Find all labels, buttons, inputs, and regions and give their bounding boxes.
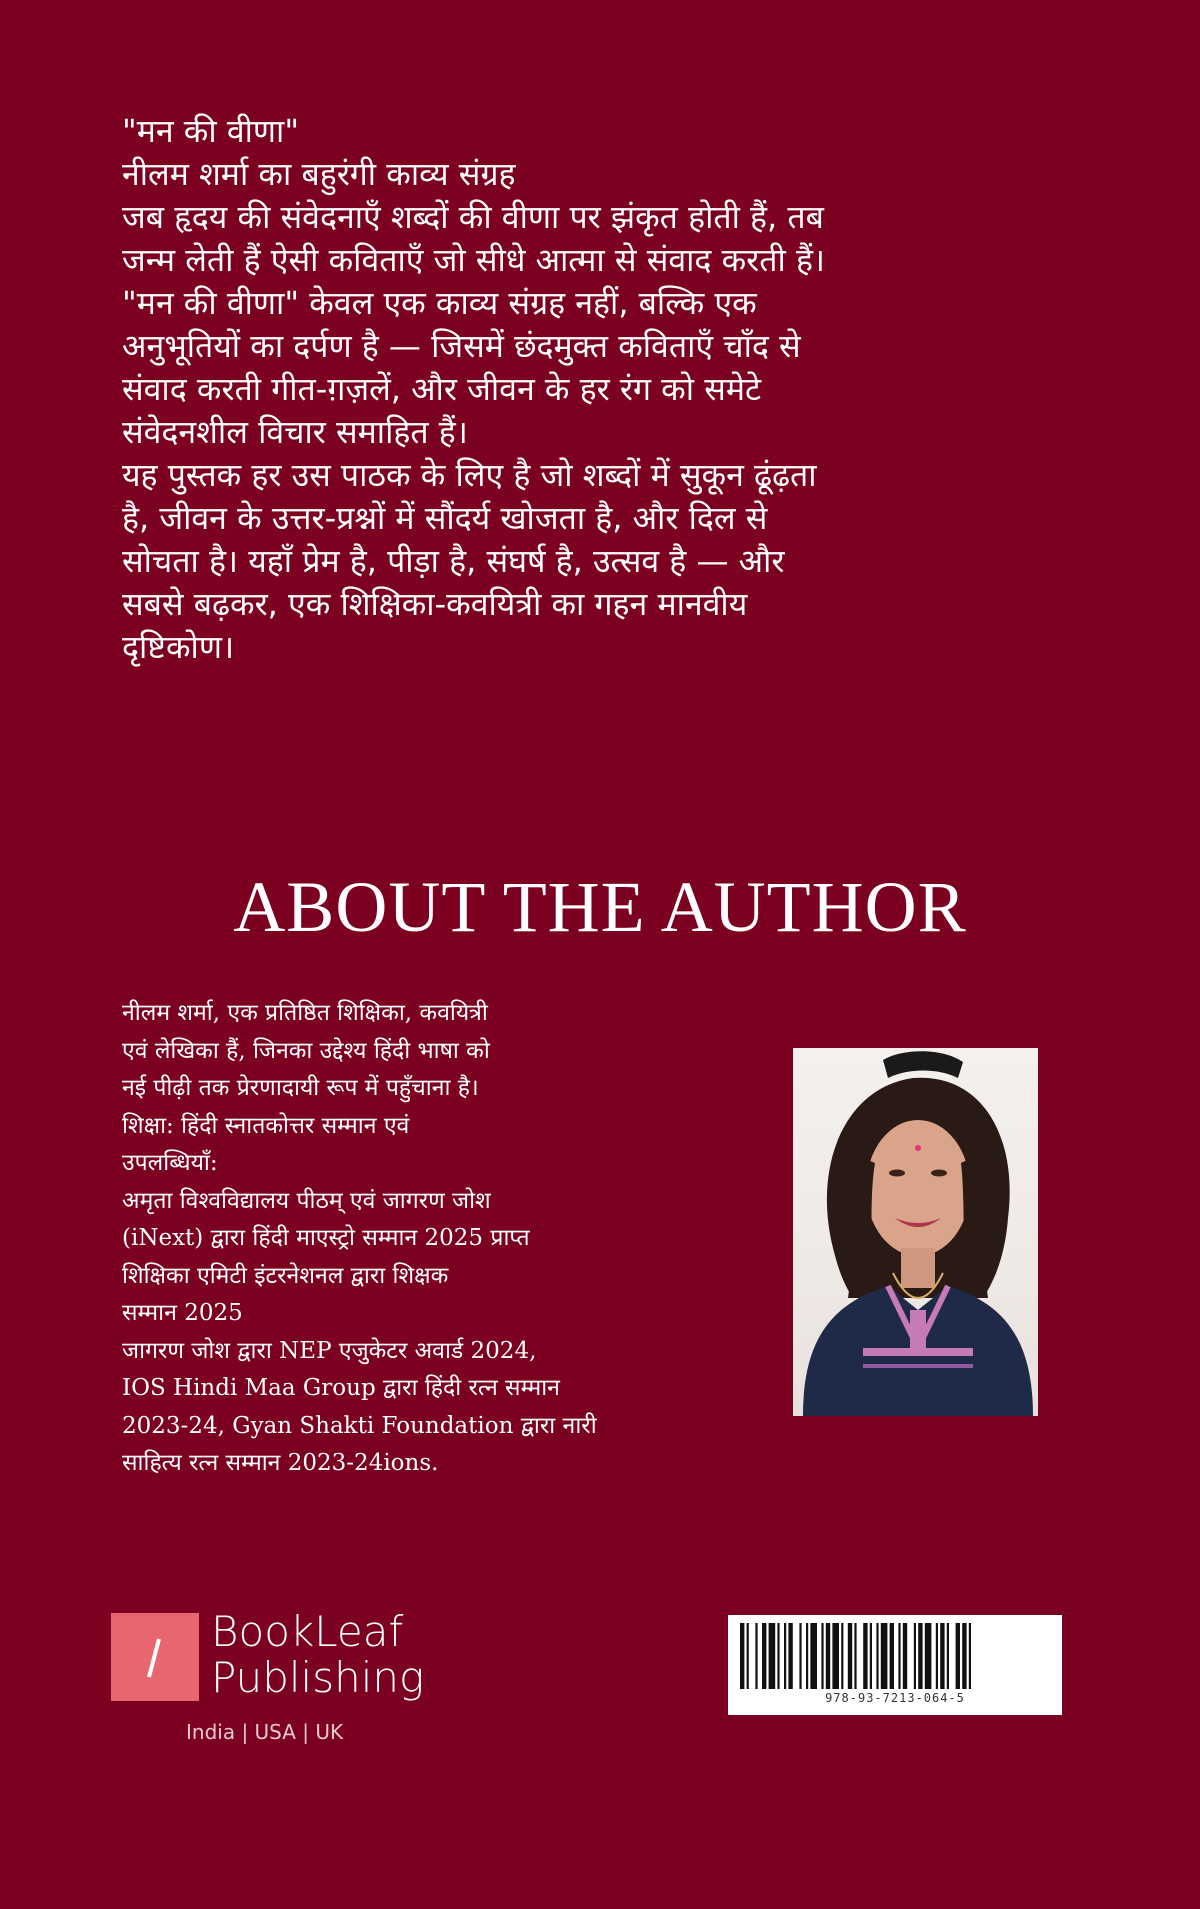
bio-line: नई पीढ़ी तक प्रेरणादायी रूप में पहुँचाना है।: [122, 1075, 479, 1101]
blurb-line: नीलम शर्मा का बहुरंगी काव्य संग्रह: [122, 155, 516, 193]
blurb-line: जन्म लेती हैं ऐसी कविताएँ जो सीधे आत्मा से संवाद करती हैं।: [122, 241, 826, 279]
about-author-heading: ABOUT THE AUTHOR: [233, 867, 967, 947]
slash-icon: [111, 1613, 199, 1701]
blurb-line: सोचता है। यहाँ प्रेम है, पीड़ा है, संघर्ष है, उत्सव है — और: [122, 542, 785, 580]
blurb-line: सबसे बढ़कर, एक शिक्षिका-कवयित्री का गहन मानवीय: [122, 585, 748, 623]
book-blurb: [122, 110, 1002, 669]
barcode-icon: [740, 1623, 1050, 1689]
bio-line: जागरण जोश द्वारा NEP एजुकेटर अवार्ड 2024,: [122, 1337, 537, 1364]
bio-line: साहित्य रत्न सम्मान 2023-24ions.: [122, 1450, 439, 1476]
bio-line: नीलम शर्मा, एक प्रतिष्ठित शिक्षिका, कवयित्री: [122, 1000, 488, 1026]
bio-line: एवं लेखिका हैं, जिनका उद्देश्य हिंदी भाषा को: [122, 1037, 490, 1064]
bookleaf-logo: [111, 1607, 441, 1713]
isbn-barcode: [728, 1615, 1062, 1715]
blurb-line: अनुभूतियों का दर्पण है — जिसमें छंदमुक्त कविताएँ चाँद से: [122, 327, 801, 365]
author-photo: [793, 1048, 1038, 1416]
isbn-number: 978-93-7213-064-5: [825, 1691, 965, 1705]
publisher-name-line1: BookLeaf: [211, 1607, 404, 1656]
author-portrait-illustration: [793, 1048, 1038, 1416]
bio-line: शिक्षिका एमिटी इंटरनेशनल द्वारा शिक्षक: [122, 1262, 449, 1289]
blurb-line: यह पुस्तक हर उस पाठक के लिए है जो शब्दों में सुकून ढूंढ़ता: [122, 456, 817, 494]
blurb-line: संवाद करती गीत-ग़ज़लें, और जीवन के हर रंग को समेटे: [122, 370, 762, 408]
blurb-line: है, जीवन के उत्तर-प्रश्नों में सौंदर्य खोजता है, और दिल से: [122, 499, 768, 537]
publisher-regions: India | USA | UK: [186, 1720, 344, 1744]
bio-line: (iNext) द्वारा हिंदी माएस्ट्रो सम्मान 2025 प्राप्त: [122, 1225, 530, 1251]
bio-line: IOS Hindi Maa Group द्वारा हिंदी रत्न सम्मान: [122, 1375, 560, 1401]
blurb-line: दृष्टिकोण।: [122, 628, 235, 666]
blurb-line: "मन की वीणा" केवल एक काव्य संग्रह नहीं, बल्कि एक: [122, 284, 757, 322]
bio-line: सम्मान 2025: [122, 1300, 243, 1326]
author-bio: [122, 995, 742, 1483]
blurb-line: जब हृदय की संवेदनाएँ शब्दों की वीणा पर झंकृत होती हैं, तब: [122, 198, 824, 236]
bio-line: 2023-24, Gyan Shakti Foundation द्वारा नारी: [122, 1412, 597, 1439]
blurb-line: संवेदनशील विचार समाहित हैं।: [122, 413, 468, 451]
bio-line: उपलब्धियाँ:: [122, 1150, 218, 1176]
bio-line: शिक्षा: हिंदी स्नातकोत्तर सम्मान एवं: [122, 1112, 410, 1139]
blurb-line: "मन की वीणा": [122, 112, 300, 150]
publisher-name-line2: Publishing: [211, 1653, 425, 1702]
bio-line: अमृता विश्वविद्यालय पीठम् एवं जागरण जोश: [122, 1187, 491, 1214]
